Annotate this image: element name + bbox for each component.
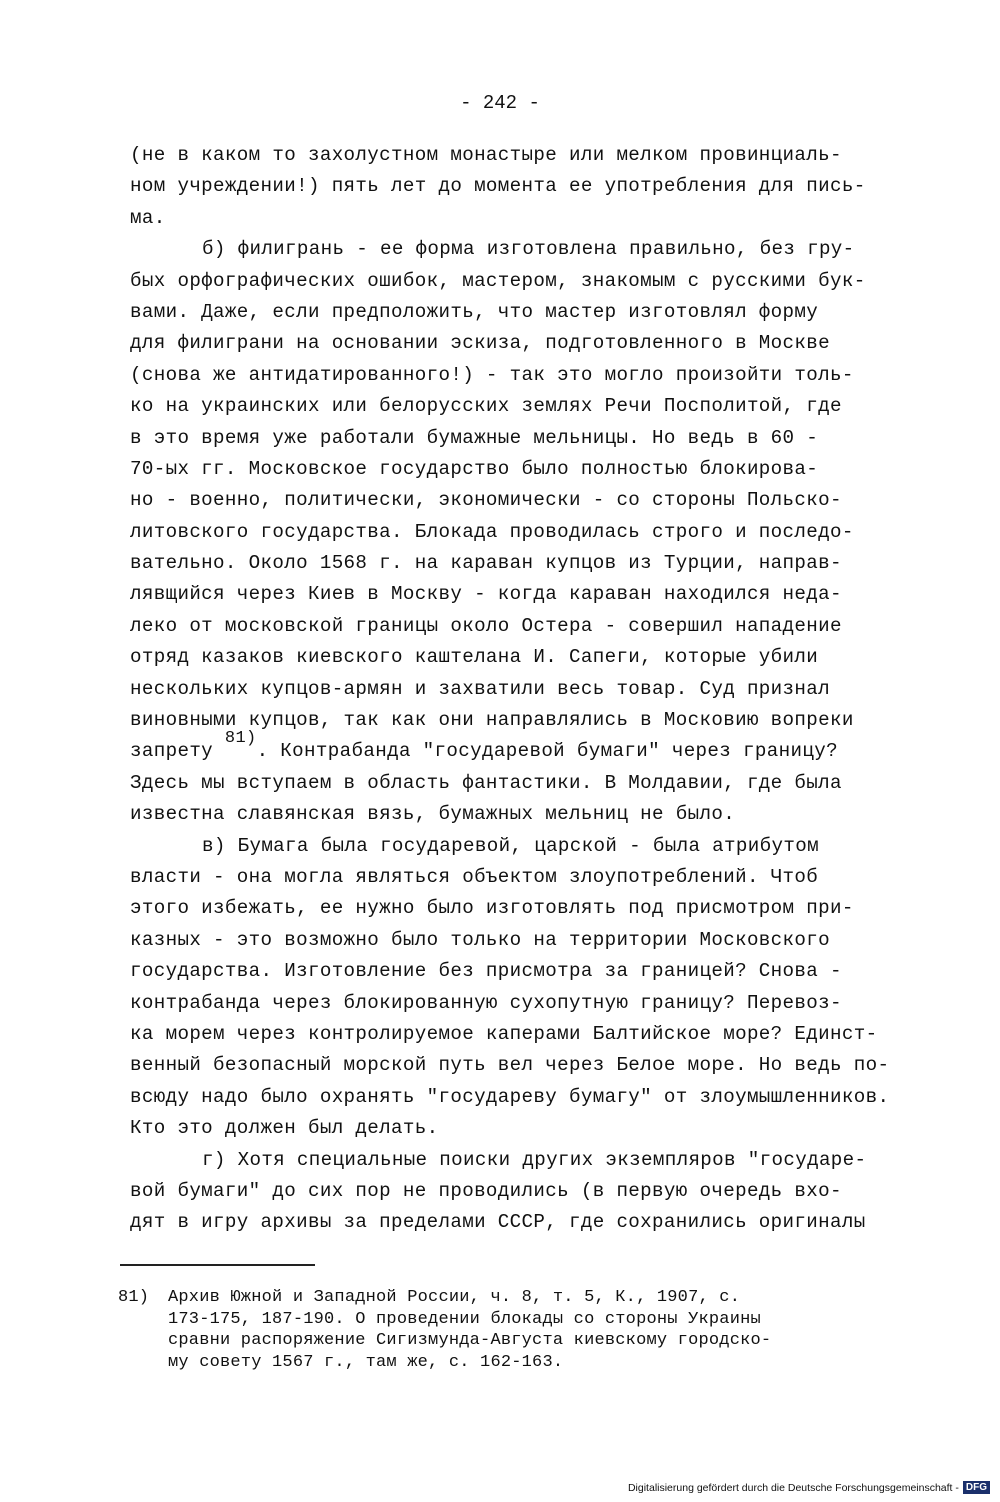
text-line: в это время уже работали бумажные мельницы. Но ведь в 60 - — [130, 426, 819, 449]
text-line: дят в игру архивы за пределами СССР, где сохранились оригиналы — [130, 1211, 866, 1234]
body-text — [130, 140, 930, 1239]
text-line: (снова же антидатированного!) - так это могло произойти толь- — [130, 363, 854, 386]
text-line: для филиграни на основании эскиза, подготовленного в Москве — [130, 332, 830, 355]
footnote-divider — [120, 1264, 315, 1266]
footnote-line — [118, 1287, 938, 1309]
text-line: государства. Изготовление без присмотра за границей? Снова - — [130, 960, 842, 983]
text-line: ко на украинских или белорусских землях Речи Посполитой, где — [130, 395, 842, 418]
footnote-line: 173-175, 187-190. О проведении блокады со стороны Украины — [168, 1309, 761, 1329]
text-line: казных - это возможно было только на территории Московского — [130, 928, 830, 951]
text-line: г) Хотя специальные поиски других экземпляров "государе- — [202, 1148, 867, 1171]
text-line: ка морем через контролируемое каперами Балтийское море? Единст- — [130, 1022, 878, 1045]
text-line: лявщийся через Киев в Москву - когда караван находился неда- — [130, 583, 842, 606]
footnote-text: Архив Южной и Западной России, ч. 8, т. 5, К., 1907, с. — [168, 1288, 741, 1307]
text-line: известна славянская вязь, бумажных мельниц не было. — [130, 803, 736, 826]
text-line: но - военно, политически, экономически - со стороны Польско- — [130, 489, 842, 512]
text-line: Здесь мы вступаем в область фантастики. В Молдавии, где была — [130, 771, 842, 794]
text-line: вой бумаги" до сих пор не проводились (в первую очередь вхо- — [130, 1179, 842, 1202]
text-line: бых орфографических ошибок, мастером, знакомым с русскими бук- — [130, 269, 866, 292]
text-line: этого избежать, ее нужно было изготовлять под присмотром при- — [130, 897, 854, 920]
text-line: б) филигрань - ее форма изготовлена правильно, без гру- — [202, 238, 855, 261]
text-line: леко от московской границы около Остера - совершил нападение — [130, 614, 842, 637]
text-line: ном учреждении!) пять лет до момента ее употребления для пись- — [130, 175, 866, 198]
text-line: 70-ых гг. Московское государство было полностью блокирова- — [130, 457, 819, 480]
text-line: (не в каком то захолустном монастыре или мелком провинциаль- — [130, 144, 842, 166]
text-segment: запрету — [130, 740, 225, 763]
text-line-with-footnote-ref — [130, 729, 930, 767]
digitization-credit — [628, 1481, 990, 1494]
text-line: Кто это должен был делать. — [130, 1117, 439, 1140]
credit-text: Digitalisierung gefördert durch die Deutsche Forschungsgemeinschaft - — [627, 1481, 959, 1494]
text-line: в) Бумага была государевой, царской - была атрибутом — [202, 834, 819, 857]
dfg-logo: DFG — [963, 1481, 990, 1494]
footnote-line: сравни распоряжение Сигизмунда-Августа киевскому городско- — [168, 1331, 772, 1350]
footnote-line: му совету 1567 г., там же, с. 162-163. — [168, 1352, 564, 1372]
text-line: отряд казаков киевского каштелана И. Сапеги, которые убили — [130, 646, 819, 669]
page-number: - 242 - — [460, 92, 540, 114]
text-line: вами. Даже, если предположить, что мастер изготовлял форму — [130, 300, 819, 323]
text-line: литовского государства. Блокада проводилась строго и последо- — [130, 520, 854, 543]
text-segment: . Контрабанда "государевой бумаги" через границу? — [256, 740, 838, 763]
text-line: венный безопасный морской путь вел через Белое море. Но ведь по- — [130, 1054, 890, 1077]
footnote-number: 81) — [118, 1288, 150, 1307]
footnote-ref-81[interactable]: 81) — [224, 729, 257, 749]
text-line: контрабанда через блокированную сухопутную границу? Перевоз- — [130, 991, 842, 1014]
text-line: ма. — [130, 206, 166, 229]
text-line: нескольких купцов-армян и захватили весь товар. Суд признал — [130, 677, 830, 700]
text-line: власти - она могла являться объектом злоупотреблений. Чтоб — [130, 865, 819, 888]
footnote-81 — [118, 1287, 938, 1373]
text-line: всюду надо было охранять "государеву бумагу" от злоумышленников. — [130, 1085, 890, 1108]
text-line: вательно. Около 1568 г. на караван купцов из Турции, направ- — [130, 552, 842, 575]
text-line: виновными купцов, так как они направлялись в Московию вопреки — [130, 709, 854, 732]
